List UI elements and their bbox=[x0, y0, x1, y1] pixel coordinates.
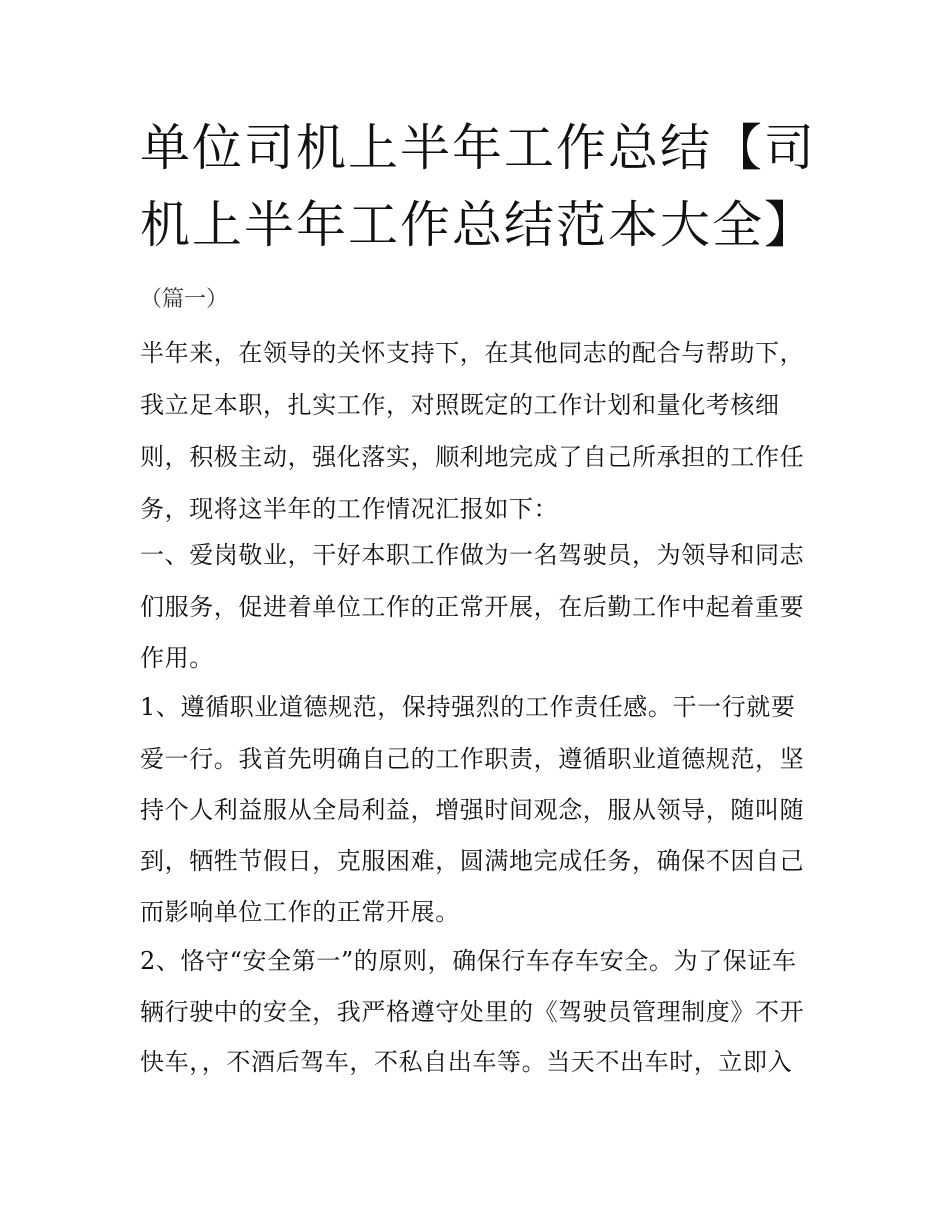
body-line: 则，积极主动，强化落实，顺利地完成了自己所承担的工作任 bbox=[140, 443, 805, 471]
body-line: 快车，，不酒后驾车，不私自出车等。当天不出车时，立即入 bbox=[140, 1048, 793, 1076]
body-line: 爱一行。我首先明确自己的工作职责，遵循职业道德规范，坚 bbox=[140, 745, 805, 773]
body-line: 务，现将这半年的工作情况汇报如下： bbox=[140, 495, 559, 523]
body-line: 2、恪守“安全第一”的原则，确保行车存车安全。为了保证车 bbox=[140, 947, 797, 975]
document-title-line-1: 单位司机上半年工作总结【司 bbox=[140, 119, 816, 177]
body-line: 到，牺牲节假日，克服困难，圆满地完成任务，确保不因自己 bbox=[140, 847, 805, 875]
document-title-line-2: 机上半年工作总结范本大全】 bbox=[140, 196, 816, 254]
body-line: 1、遵循职业道德规范，保持强烈的工作责任感。干一行就要 bbox=[140, 693, 796, 721]
body-line: 一、爱岗敬业，干好本职工作做为一名驾驶员，为领导和同志 bbox=[140, 541, 805, 569]
body-line: 我立足本职，扎实工作，对照既定的工作计划和量化考核细 bbox=[140, 391, 780, 419]
body-line: 们服务，促进着单位工作的正常开展，在后勤工作中起着重要 bbox=[140, 593, 805, 621]
body-line: 作用。 bbox=[140, 644, 214, 672]
section-label: （篇一） bbox=[140, 287, 229, 312]
body-line: 半年来，在领导的关怀支持下，在其他同志的配合与帮助下， bbox=[140, 339, 805, 367]
body-line: 而影响单位工作的正常开展。 bbox=[140, 898, 460, 926]
body-line: 持个人利益服从全局利益，增强时间观念，服从领导，随叫随 bbox=[140, 796, 805, 824]
body-line: 辆行驶中的安全，我严格遵守处里的《驾驶员管理制度》不开 bbox=[140, 998, 805, 1026]
